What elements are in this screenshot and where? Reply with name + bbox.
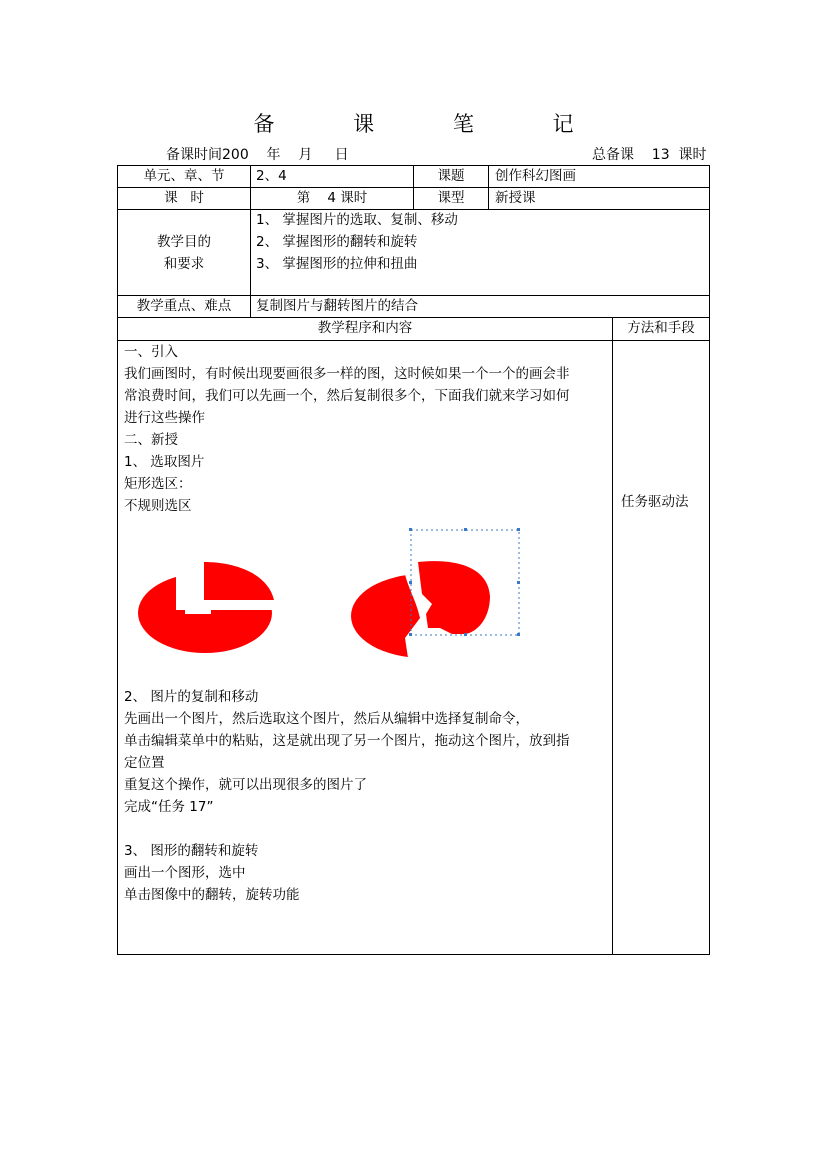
focus-value: 复制图片与翻转图片的结合 [256,298,418,314]
procedure-content-top [124,341,609,517]
intro-text: 进行这些操作 [124,410,205,426]
unit-value: 2、4 [256,168,287,184]
unit-label: 单元、章、节 [143,168,225,184]
free-selection-figure [348,528,523,660]
section-2-text: 单击编辑菜单中的粘贴，这是就出现了另一个图片，拖动这个图片，放到指 [124,733,570,749]
section-3-text: 画出一个图形，选中 [124,865,246,881]
free-select-label: 不规则选区 [124,498,192,514]
selection-handle[interactable] [409,633,412,636]
hours-value: 第 4 课时 [296,190,368,206]
selection-handle[interactable] [409,528,412,531]
section-2-text: 完成“任务 17” [124,799,214,815]
goals-label-1: 教学目的 [157,234,211,250]
section-2-heading: 2、 图片的复制和移动 [124,689,259,705]
section-2-text: 先画出一个图片，然后选取这个图片，然后从编辑中选择复制命令， [124,711,529,727]
section-2-text: 重复这个操作，就可以出现很多的图片了 [124,777,367,793]
goal-item: 1、 掌握图片的选取、复制、移动 [256,212,458,228]
page-title: 备 课 笔 记 [253,112,610,136]
topic-label: 课题 [437,168,465,184]
intro-heading: 一、引入 [124,344,178,360]
selection-handle[interactable] [517,581,520,584]
selection-handle[interactable] [409,581,412,584]
selection-handle[interactable] [464,528,467,531]
type-value: 新授课 [495,190,536,206]
goal-item: 3、 掌握图形的拉伸和扭曲 [256,256,418,272]
focus-label: 教学重点、难点 [136,298,232,314]
section-1-heading: 1、 选取图片 [124,454,205,470]
selection-handle[interactable] [464,633,467,636]
selection-handle[interactable] [517,633,520,636]
topic-value: 创作科幻图画 [495,168,576,184]
prep-time: 备课时间200 年 月 日 [166,147,349,163]
hours-label: 课 时 [164,190,204,206]
procedure-header: 教学程序和内容 [317,320,413,336]
total-hours: 总备课 13 课时 [592,147,707,163]
intro-text: 常浪费时间，我们可以先画一个，然后复制很多个，下面我们就来学习如何 [124,388,570,404]
method-header: 方法和手段 [627,320,695,336]
rect-selection-figure [136,560,278,655]
goals-label-2: 和要求 [163,256,205,272]
new-heading: 二、新授 [124,432,178,448]
section-3-heading: 3、 图形的翻转和旋转 [124,843,259,859]
spacer [124,818,609,840]
method-value: 任务驱动法 [621,494,689,510]
moved-piece [418,561,490,634]
goal-item: 2、 掌握图形的翻转和旋转 [256,234,418,250]
type-label: 课型 [437,190,465,206]
intro-text: 我们画图时，有时候出现要画很多一样的图，这时候如果一个一个的画会非 [124,366,570,382]
section-3-text: 单击图像中的翻转，旋转功能 [124,887,300,903]
rect-select-label: 矩形选区： [124,476,192,492]
procedure-content-bottom [124,686,609,906]
selection-handle[interactable] [517,528,520,531]
section-2-text: 定位置 [124,755,165,771]
